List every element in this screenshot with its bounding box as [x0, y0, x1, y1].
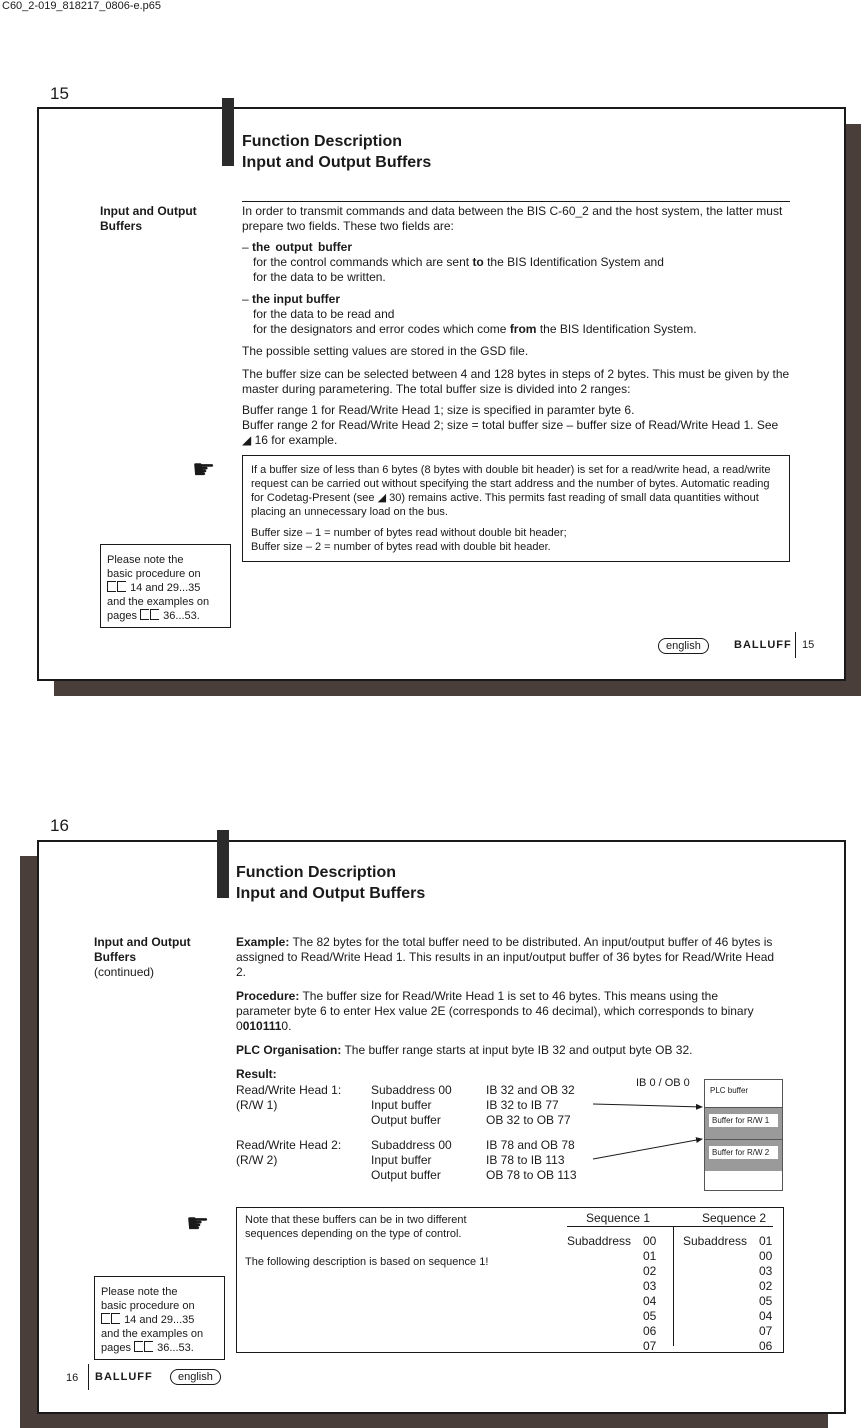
intro-paragraph: In order to transmit commands and data between the BIS C-60_2 and the host system, the latter must prepare two fields. These two fields are: — [242, 204, 783, 233]
sequence-divider — [673, 1226, 674, 1346]
ib0-ob0-label: IB 0 / OB 0 — [636, 1077, 690, 1089]
rw1-subaddresses: Subaddress 00 Input buffer Output buffer — [371, 1083, 452, 1127]
language-badge: english — [658, 638, 709, 654]
footer-divider — [795, 632, 796, 658]
section-label: Input and Output Buffers — [100, 204, 197, 233]
heading-bar — [217, 830, 229, 898]
side-note-box: Please note the basic procedure on 14 and 29...35 and the examples on pages 36...53. — [100, 544, 231, 628]
page-ref-icon: ◢ — [242, 433, 252, 447]
section-rule — [242, 201, 790, 202]
file-name: C60_2-019_818217_0806-e.p65 — [2, 0, 162, 12]
book-icon — [101, 1313, 110, 1324]
example-paragraph: Example: The 82 bytes for the total buffer need to be distributed. An input/output buffer of 46 bytes is assigned to Read/Write Head 1. This results in an input/output buffer of 36 bytes for Read/Write Head 2. — [236, 935, 775, 979]
sequence-2-subaddress-label: Subaddress — [683, 1234, 748, 1248]
buffer-rw1-segment — [705, 1107, 782, 1139]
rw2-head: Read/Write Head 2: (R/W 2) — [236, 1138, 342, 1167]
buffer-range-paragraph: Buffer range 1 for Read/Write Head 1; size is specified in paramter byte 6. Buffer range 2 for Read/Write Head 2; size = total buffer size – buffer size of Read/Write Head 1. See ◢ 16 for example. — [242, 403, 779, 447]
side-note-box: Please note the basic procedure on 14 and 29...35 and the examples on pages 36...53. — [94, 1276, 225, 1360]
result-label: Result: — [236, 1067, 277, 1081]
rw1-values: IB 32 and OB 32 IB 32 to IB 77 OB 32 to OB 77 — [486, 1083, 575, 1127]
sequence-2-title: Sequence 2 — [702, 1211, 767, 1225]
arrow-to-rw2 — [593, 1139, 702, 1159]
book-icon — [144, 1341, 153, 1352]
sequence-note-text: Note that these buffers can be in two different sequences depending on the type of control. The following description is based on sequence 1! — [245, 1214, 489, 1268]
footer-divider — [88, 1364, 89, 1390]
procedure-paragraph: Procedure: The buffer size for Read/Write Head 1 is set to 46 bytes. This means using the parameter byte 6 to enter Hex value 2E (corresponds to 46 decimal), which corresponds to binary 00101110. — [236, 989, 754, 1033]
note-box: If a buffer size of less than 6 bytes (8 bytes with double bit header) is set for a read/write head, a read/write request can be carried out without specifying the start address and the number of bytes. Automatic reading for Codetag-Present (see ◢ 30) remains active. This permits fast reading of small data quantities without placing an unnecessary load on the bus. Buffer size – 1 = number of bytes read without double bit header; Buffer size – 2 = number of bytes read with double bit header. — [242, 455, 790, 562]
plc-buffer-label: PLC buffer — [710, 1086, 749, 1095]
rw2-subaddresses: Subaddress 00 Input buffer Output buffer — [371, 1138, 452, 1182]
sequence-1-list: 00 01 02 03 04 05 06 07 — [643, 1234, 657, 1353]
book-icon — [107, 581, 116, 592]
sequence-rule — [567, 1226, 773, 1227]
page-title: Function Description Input and Output Buffers — [236, 864, 426, 902]
arrow-to-rw1 — [593, 1104, 702, 1107]
arrow-lines — [590, 1095, 710, 1165]
book-icon — [150, 609, 159, 620]
language-badge: english — [170, 1369, 221, 1385]
page-number-top: 16 — [50, 816, 69, 835]
book-icon — [117, 581, 126, 592]
book-icon — [140, 609, 149, 620]
footer-page-number: 15 — [802, 639, 815, 651]
output-buffer-item: – the output buffer for the control commands which are sent to the BIS Identification System and for the data to be written. — [242, 240, 664, 284]
plc-buffer-diagram — [704, 1079, 783, 1191]
buffer-rw2-segment — [705, 1139, 782, 1171]
rw1-head: Read/Write Head 1: (R/W 1) — [236, 1083, 342, 1112]
section-body — [242, 204, 790, 448]
book-icon — [111, 1313, 120, 1324]
input-buffer-item: – the input buffer for the data to be read and for the designators and error codes which come from the BIS Identification System. — [242, 292, 697, 336]
balluff-logo: BALLUFF — [95, 1371, 153, 1383]
buffer-rw2-label: Buffer for R/W 2 — [709, 1146, 778, 1159]
sequence-2-list: 01 00 03 02 05 04 07 06 — [759, 1234, 773, 1353]
page-number-top: 15 — [50, 84, 69, 103]
sequence-1-title: Sequence 1 — [586, 1211, 651, 1225]
rw2-values: IB 78 and OB 78 IB 78 to IB 113 OB 78 to OB 113 — [486, 1138, 577, 1182]
page-title: Function Description Input and Output Buffers — [242, 133, 432, 171]
pointing-hand-icon: ☛ — [192, 454, 216, 484]
plc-paragraph: PLC Organisation: The buffer range starts at input byte IB 32 and output byte OB 32. — [236, 1043, 693, 1057]
sequence-note-box — [236, 1207, 784, 1353]
heading-bar — [222, 98, 234, 166]
page-ref-icon: ◢ — [377, 492, 387, 504]
buffer-size-paragraph: The buffer size can be selected between 4 and 128 bytes in steps of 2 bytes. This must be given by the master during parametering. The total buffer size is divided into 2 ranges: — [242, 367, 790, 396]
gsd-paragraph: The possible setting values are stored in the GSD file. — [242, 344, 529, 358]
pointing-hand-icon: ☛ — [186, 1208, 210, 1238]
section-body — [236, 935, 776, 1082]
section-label: Input and Output Buffers (continued) — [94, 935, 191, 979]
book-icon — [134, 1341, 143, 1352]
sequence-1-subaddress-label: Subaddress — [567, 1234, 632, 1248]
balluff-logo: BALLUFF — [734, 639, 792, 651]
footer-page-number: 16 — [66, 1372, 79, 1384]
buffer-rw1-label: Buffer for R/W 1 — [709, 1114, 778, 1127]
